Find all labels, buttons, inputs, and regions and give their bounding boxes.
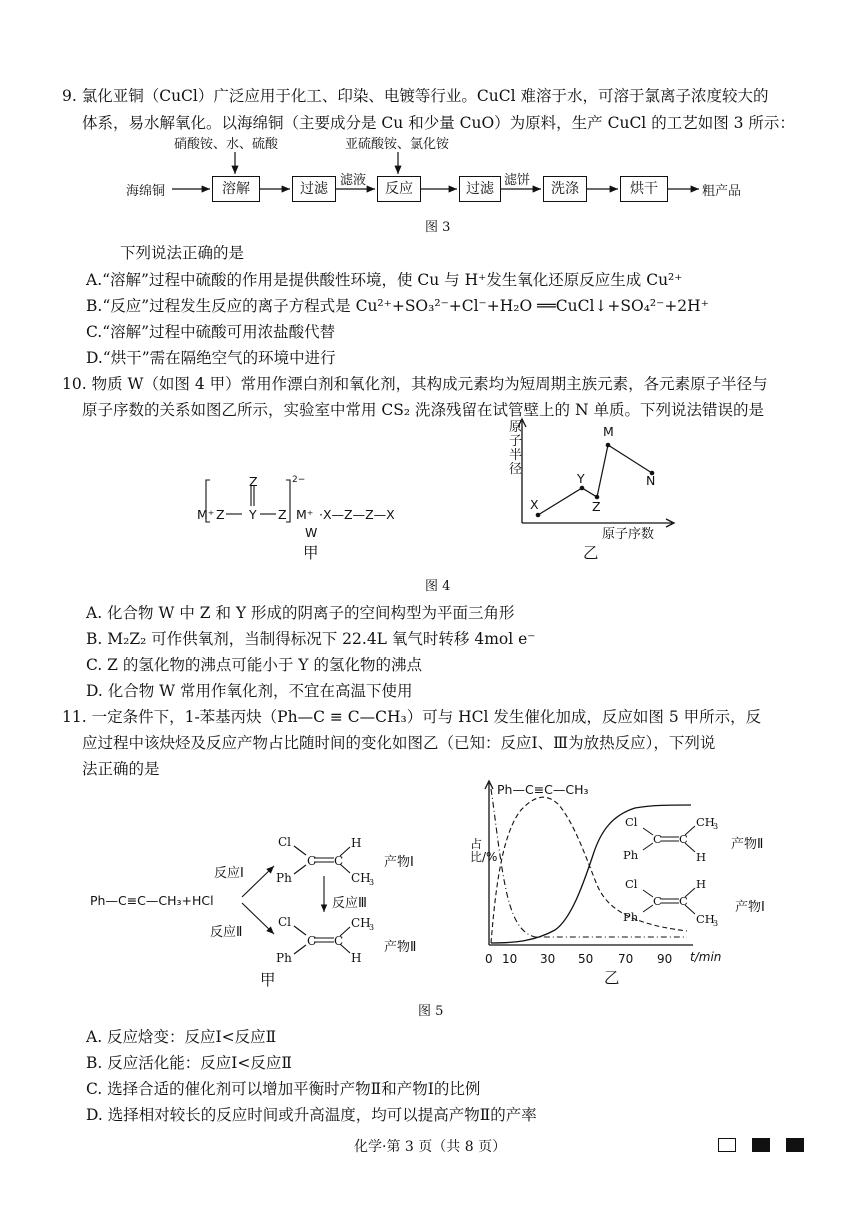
q11-line2: 应过程中该炔烃及反应产物占比随时间的变化如图乙（已知：反应Ⅰ、Ⅲ为放热反应），下列说	[82, 734, 716, 752]
q9-line2: 体系，易水解氧化。以海绵铜（主要成分是 Cu 和少量 CuO）为原料，生产 CuCl 的工艺如图 3 所示：	[82, 114, 795, 132]
q11-line3: 法正确的是	[82, 760, 160, 778]
footer-mark-filled-1	[752, 1138, 770, 1152]
svg-text:H: H	[696, 877, 707, 891]
yi-point-x: X	[530, 497, 539, 512]
q10-option-c: C. Z 的氢化物的沸点可能小于 Y 的氢化物的沸点	[86, 656, 422, 674]
fig5-jia-label: 甲	[260, 971, 276, 989]
page-footer: 化学·第 3 页（共 8 页）	[354, 1139, 507, 1155]
q9-stem: 下列说法正确的是	[120, 244, 245, 262]
svg-text:CH: CH	[696, 912, 715, 926]
yi-point-z: Z	[592, 499, 601, 514]
scheme-product-1-label: 产物Ⅰ	[384, 855, 414, 870]
svg-text:Cl: Cl	[278, 915, 292, 929]
flow-filtrate-label: 滤液	[340, 173, 367, 188]
flow-box-reaction: 反应	[377, 176, 421, 202]
yi-radius-chart-svg	[500, 415, 690, 535]
fig5-caption: 图 5	[418, 1004, 444, 1019]
svg-text:CH: CH	[351, 871, 371, 885]
fig4-jia-bonds	[190, 470, 450, 540]
yi-tick-30: 30	[540, 952, 556, 966]
q10-option-d: D. 化合物 W 常用作氧化剂，不宜在高温下使用	[86, 682, 413, 700]
q11-option-b: B. 反应活化能：反应Ⅰ<反应Ⅱ	[86, 1054, 292, 1072]
yi-ylabel: 占比/%	[470, 837, 498, 864]
yi-ylabel: 原子半径	[509, 420, 523, 477]
q10-line1: 10. 物质 W（如图 4 甲）常用作漂白剂和氧化剂，其构成元素均为短周期主族元素，各元素原子半径与	[62, 375, 768, 393]
fig4-caption: 图 4	[425, 579, 451, 594]
q11-option-d: D. 选择相对较长的反应时间或升高温度，均可以提高产物Ⅱ的产率	[86, 1106, 537, 1124]
footer-mark-empty	[718, 1138, 736, 1152]
yi-point-n: N	[646, 473, 656, 488]
svg-text:C: C	[307, 934, 317, 948]
svg-text:Ph: Ph	[276, 871, 292, 885]
q9-option-d: D.“烘干”需在隔绝空气的环境中进行	[86, 349, 336, 367]
svg-text:3: 3	[713, 919, 719, 928]
scheme-bonds-arrows	[230, 830, 410, 970]
flow-top-left-reagents: 硝酸铵、水、硫酸	[174, 137, 279, 152]
yi-xlabel: t/min	[690, 950, 722, 964]
q9-option-c: C.“溶解”过程中硫酸可用浓盐酸代替	[86, 323, 336, 341]
yi-tick-10: 10	[502, 952, 518, 966]
scheme-reaction-2: 反应Ⅱ	[210, 925, 243, 940]
svg-text:C: C	[653, 894, 662, 908]
jia-chain: ·X—Z—Z—X	[319, 507, 395, 522]
jia-z-left: Z	[216, 507, 225, 522]
flow-filtercake-label: 滤饼	[504, 173, 531, 188]
flow-end-label: 粗产品	[702, 184, 742, 199]
q9-option-a: A.“溶解”过程中硫酸的作用是提供酸性环境，使 Cu 与 H⁺发生氧化还原反应生成 Cu²⁺	[86, 271, 683, 289]
yi-product-1-label: 产物Ⅰ	[735, 900, 765, 915]
q11-option-a: A. 反应焓变：反应Ⅰ<反应Ⅱ	[86, 1028, 277, 1046]
flow-box-dissolve: 溶解	[212, 176, 260, 202]
yi-alkyne-label: Ph—C≡C—CH₃	[497, 782, 589, 797]
scheme-reactant: Ph—C≡C—CH₃+HCl	[90, 893, 214, 908]
q11-option-c: C. 选择合适的催化剂可以增加平衡时产物Ⅱ和产物Ⅰ的比例	[86, 1080, 481, 1098]
jia-z-right: Z	[278, 507, 287, 522]
svg-text:3: 3	[369, 878, 375, 887]
scheme-product-2-label: 产物Ⅱ	[384, 940, 417, 955]
yi-xlabel: 原子序数	[602, 527, 655, 542]
flow-start-label: 海绵铜	[126, 184, 166, 199]
jia-m1: M⁺	[197, 507, 215, 522]
svg-text:Cl: Cl	[278, 835, 292, 849]
jia-y: Y	[249, 507, 257, 522]
svg-text:CH: CH	[351, 916, 371, 930]
q10-option-a: A. 化合物 W 中 Z 和 Y 形成的阴离子的空间构型为平面三角形	[86, 604, 515, 622]
svg-text:Cl: Cl	[625, 815, 638, 829]
yi-tick-50: 50	[578, 952, 594, 966]
fig5-yi-label: 乙	[604, 969, 620, 987]
svg-text:C: C	[679, 832, 688, 846]
svg-text:C: C	[307, 854, 317, 868]
q10-option-b: B. M₂Z₂ 可作供氧剂，当制得标况下 22.4L 氧气时转移 4mol e⁻	[86, 630, 536, 648]
svg-text:CH: CH	[696, 815, 715, 829]
svg-text:Ph: Ph	[623, 848, 639, 862]
flow-box-filter2: 过滤	[459, 176, 501, 202]
flow-box-filter1: 过滤	[292, 176, 336, 202]
yi-label: 乙	[583, 544, 599, 562]
svg-text:H: H	[351, 836, 362, 850]
jia-w-label: W	[305, 525, 318, 540]
jia-m2: M⁺	[296, 507, 314, 522]
svg-text:Cl: Cl	[625, 877, 638, 891]
yi-tick-90: 90	[657, 952, 673, 966]
flow-box-wash: 洗涤	[543, 176, 587, 202]
scheme-reaction-1: 反应Ⅰ	[214, 866, 244, 881]
q9-line1: 9. 氯化亚铜（CuCl）广泛应用于化工、印染、电镀等行业。CuCl 难溶于水，可溶于氯离子浓度较大的	[62, 87, 769, 105]
scheme-reaction-3: 反应Ⅲ	[332, 896, 367, 911]
fig3-caption: 图 3	[425, 220, 451, 235]
yi-tick-70: 70	[618, 952, 634, 966]
svg-text:C: C	[653, 832, 662, 846]
q9-option-b: B.“反应”过程发生反应的离子方程式是 Cu²⁺+SO₃²⁻+Cl⁻+H₂O ══CuCl↓+SO₄²⁻+2H⁺	[86, 297, 709, 315]
svg-text:Ph: Ph	[623, 910, 639, 924]
svg-text:C: C	[679, 894, 688, 908]
flow-arrows	[0, 0, 867, 230]
yi-tick-0: 0	[485, 952, 493, 966]
svg-text:H: H	[696, 850, 707, 864]
yi-product-2-label: 产物Ⅱ	[731, 837, 764, 852]
footer-mark-filled-2	[786, 1138, 804, 1152]
svg-text:3: 3	[713, 822, 719, 831]
svg-text:Ph: Ph	[276, 951, 292, 965]
fig5-yi-chart-svg	[465, 775, 795, 975]
svg-text:H: H	[351, 951, 362, 965]
yi-point-m: M	[603, 424, 614, 439]
svg-text:C: C	[334, 934, 344, 948]
jia-charge: 2−	[292, 475, 306, 485]
q10-line2: 原子序数的关系如图乙所示，实验室中常用 CS₂ 洗涤残留在试管壁上的 N 单质。下列说法错误的是	[82, 401, 764, 419]
svg-text:3: 3	[369, 923, 375, 932]
flow-top-right-reagents: 亚硫酸铵、氯化铵	[345, 137, 450, 152]
jia-label: 甲	[303, 544, 319, 562]
yi-point-y: Y	[577, 471, 585, 486]
flow-box-dry: 烘干	[620, 176, 668, 202]
svg-text:C: C	[334, 854, 344, 868]
q11-line1: 11. 一定条件下，1-苯基丙炔（Ph—C ≡ C—CH₃）可与 HCl 发生催化加成，反应如图 5 甲所示，反	[62, 708, 762, 726]
jia-z-top: Z	[249, 474, 258, 489]
